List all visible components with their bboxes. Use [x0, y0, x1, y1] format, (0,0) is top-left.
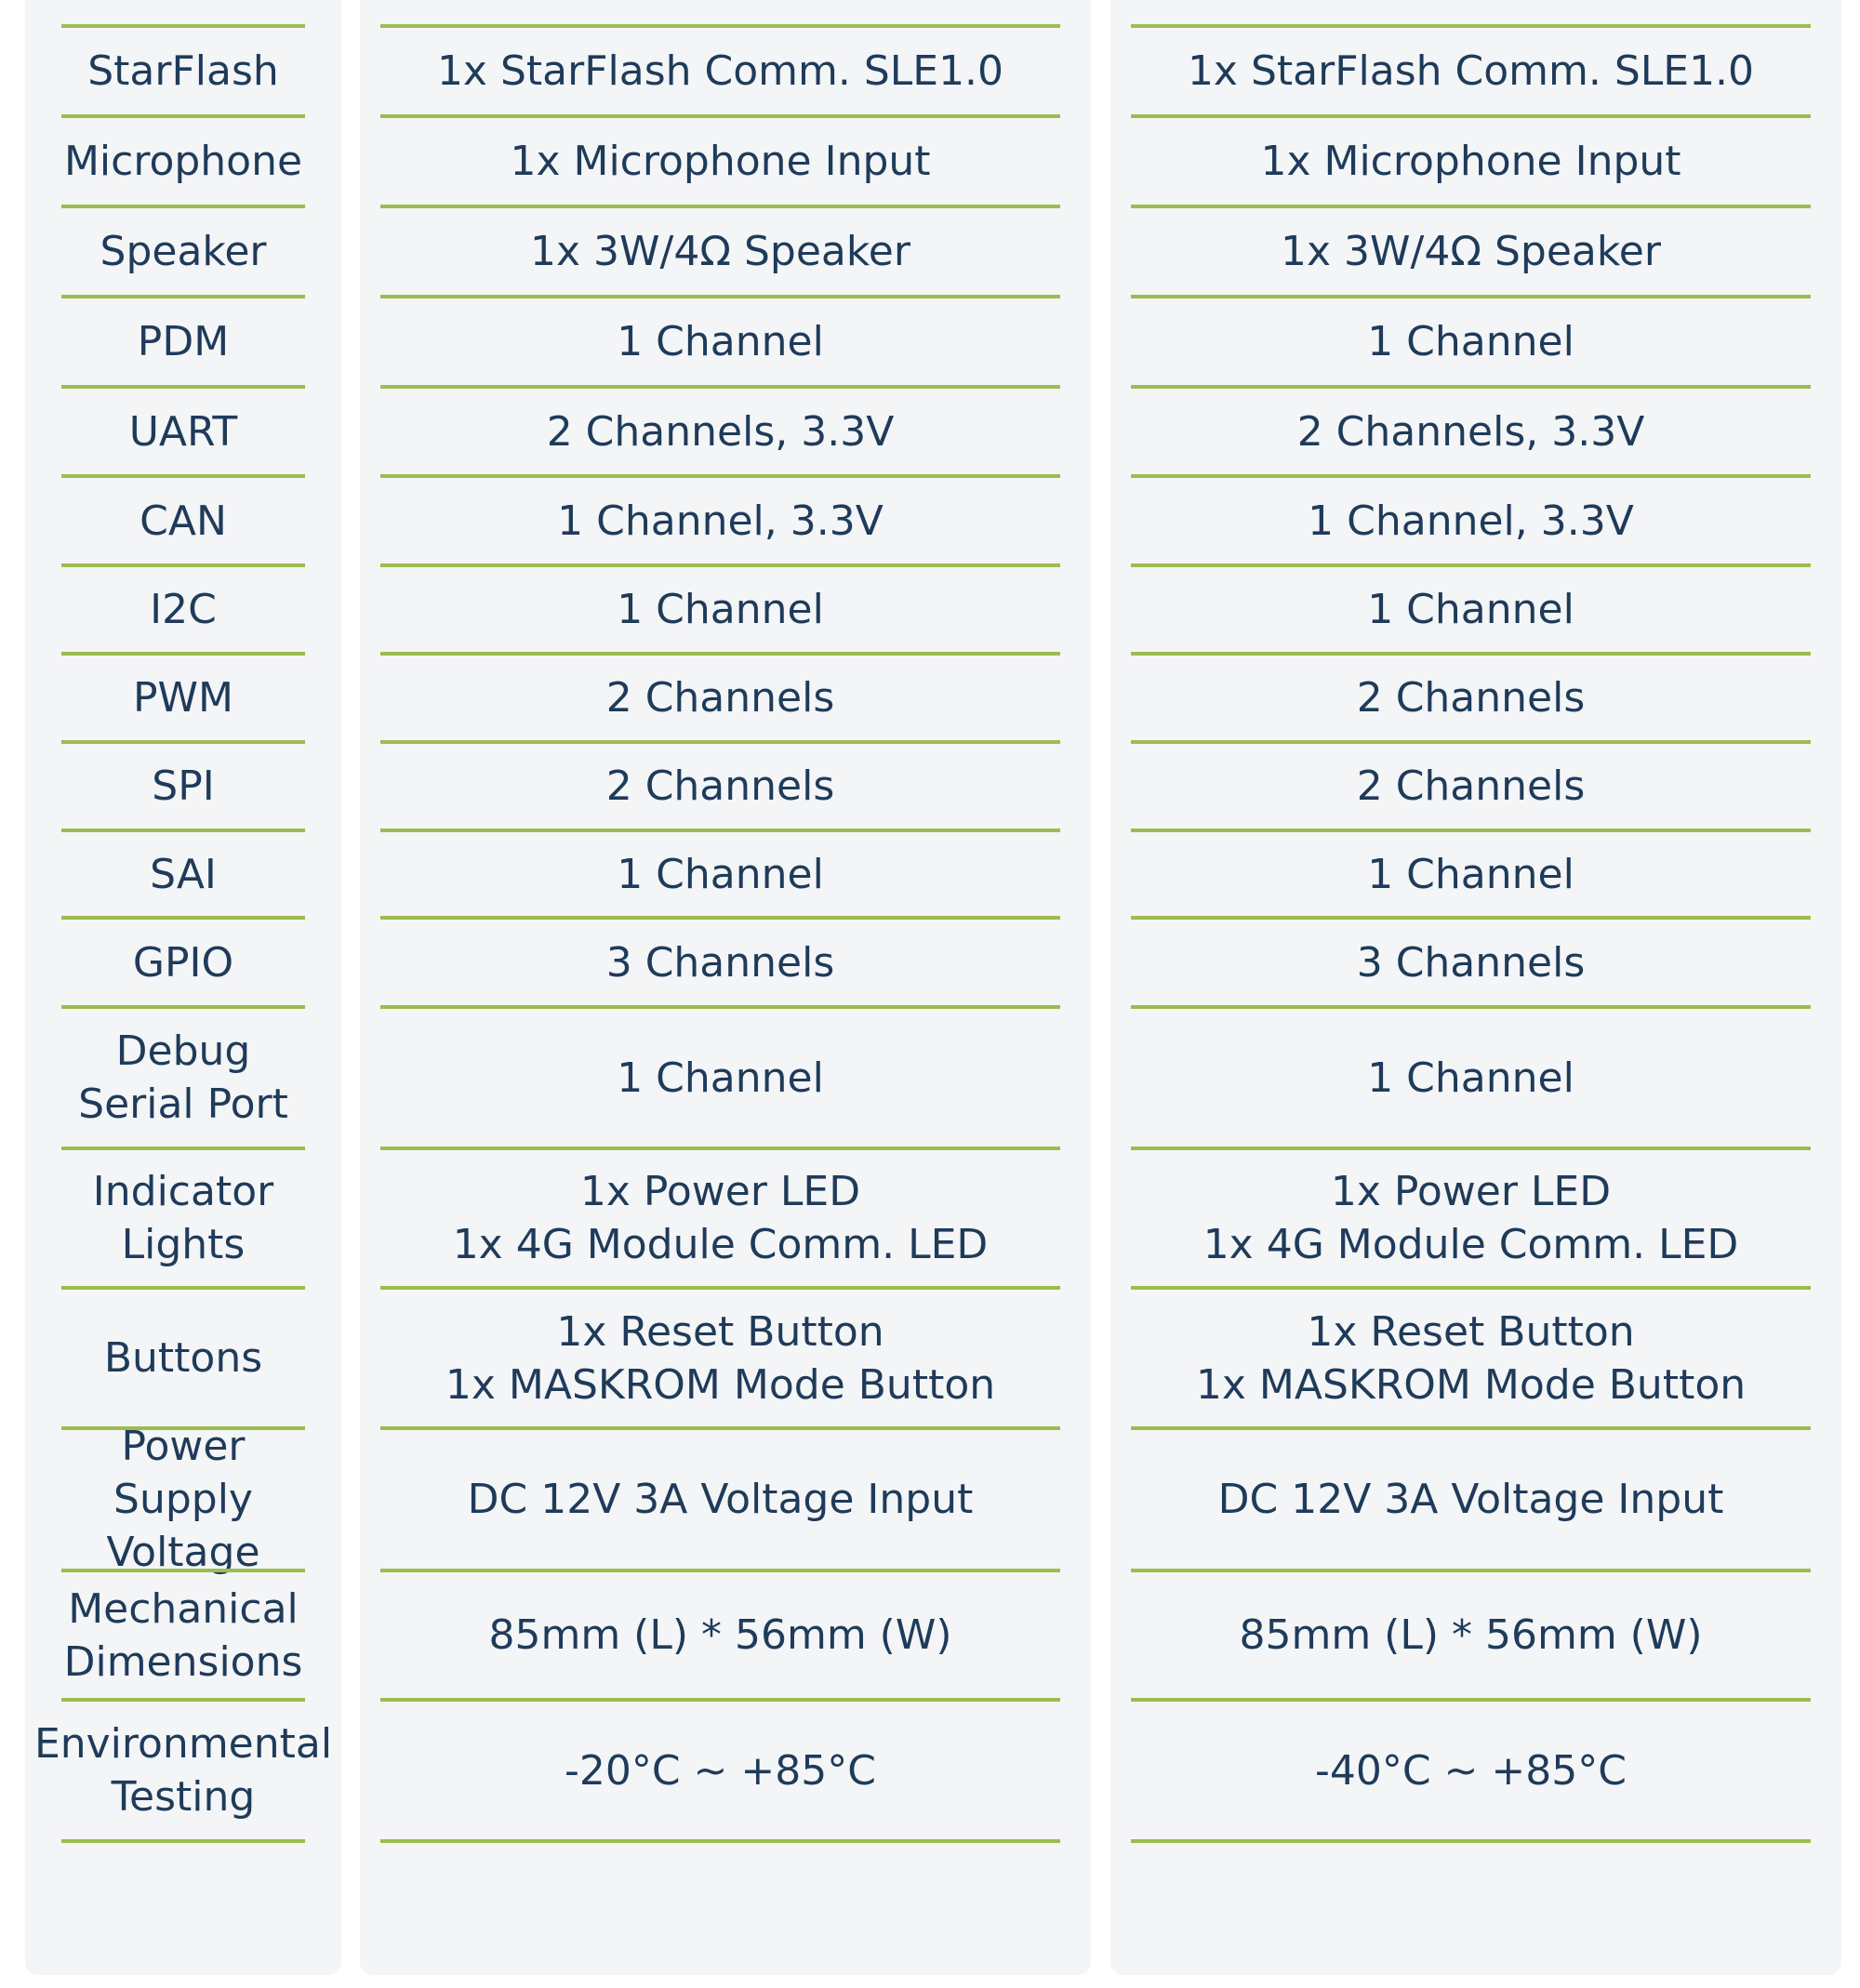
spec-value-b-row-16: [1131, 1569, 1811, 1702]
spec-value-a-text: [510, 135, 930, 188]
spec-label-row-10: [61, 828, 305, 920]
spec-label-row-8: [61, 652, 305, 744]
spec-value-b-line-1: 1 Channel: [1367, 586, 1574, 633]
spec-value-a-line-1: 2 Channels: [605, 674, 835, 722]
spec-value-a-text: [445, 1305, 995, 1411]
spec-value-b-text: [1308, 495, 1634, 548]
spec-value-a-text: [617, 315, 824, 368]
spec-value-b-line-1: -40°C ~ +85°C: [1314, 1746, 1627, 1795]
spec-value-a-line-1: 1 Channel: [617, 318, 824, 365]
spec-value-a-line-1: 85mm (L) * 56mm (W): [488, 1611, 952, 1659]
spec-label-line-1: SAI: [150, 850, 217, 898]
spec-value-a-line-1: 1x Power LED: [579, 1168, 861, 1215]
spec-label-text: [104, 1332, 262, 1385]
spec-label-line-1: Speaker: [100, 228, 267, 275]
spec-value-b-row-7: [1131, 563, 1811, 656]
spec-label-line-1: UART: [128, 407, 238, 456]
spec-value-a-line-1: 1 Channel: [617, 1054, 824, 1102]
spec-column-a: [360, 0, 1091, 1975]
spec-label-line-1: PWM: [132, 674, 233, 722]
spec-value-a-text: [488, 1609, 951, 1662]
spec-value-b-row-4: [1131, 295, 1811, 389]
spec-label-line-1: PDM: [137, 318, 230, 365]
spec-value-a-line-1: 1 Channel: [617, 586, 824, 633]
spec-value-a-text: [468, 1473, 974, 1526]
spec-value-b-line-1: 2 Channels: [1356, 762, 1586, 810]
spec-value-a-text: [617, 583, 824, 636]
spec-value-a-line-1: 3 Channels: [605, 938, 835, 987]
spec-value-b-line-1: 1 Channel: [1367, 318, 1574, 365]
spec-value-a-line-1: DC 12V 3A Voltage Input: [467, 1476, 974, 1523]
spec-value-b-row-3: [1131, 205, 1811, 298]
spec-value-a-line-1: 1 Channel: [617, 850, 824, 898]
spec-label-text: [140, 495, 227, 548]
spec-label-line-2: Testing: [111, 1773, 256, 1821]
spec-label-row-1: [61, 24, 305, 118]
spec-value-a-line-1: 2 Channels: [605, 762, 835, 810]
spec-value-a-row-9: [380, 740, 1060, 832]
spec-value-a-line-2: 1x 4G Module Comm. LED: [452, 1221, 989, 1268]
spec-label-text: [133, 936, 233, 989]
spec-value-a-line-1: -20°C ~ +85°C: [564, 1746, 876, 1795]
spec-value-a-text: [453, 1165, 989, 1271]
spec-value-b-text: [1367, 848, 1574, 901]
spec-value-b-text: [1281, 225, 1661, 278]
spec-label-line-1: GPIO: [132, 938, 234, 987]
spec-value-b-text: [1357, 760, 1586, 813]
spec-value-b-text: [1367, 583, 1574, 636]
spec-label-row-3: [61, 205, 305, 298]
spec-label-text: [129, 405, 238, 458]
spec-value-b-line-2: 1x MASKROM Mode Button: [1195, 1360, 1747, 1409]
spec-value-a-row-1: [380, 24, 1060, 118]
spec-label-column: [25, 0, 341, 1975]
spec-value-b-row-15: [1131, 1426, 1811, 1572]
spec-value-a-line-1: 1x StarFlash Comm. SLE1.0: [436, 47, 1004, 95]
spec-label-text: [133, 671, 233, 724]
spec-label-line-2: Dimensions: [63, 1637, 303, 1686]
spec-value-a-row-5: [380, 385, 1060, 478]
spec-value-b-row-13: [1131, 1146, 1811, 1290]
spec-label-text: [78, 1025, 288, 1131]
spec-value-a-row-4: [380, 295, 1060, 389]
spec-value-a-row-13: [380, 1146, 1060, 1290]
spec-label-line-1: Microphone: [63, 138, 303, 185]
spec-value-b-text: [1367, 1052, 1574, 1105]
spec-value-a-row-11: [380, 916, 1060, 1009]
spec-value-b-row-8: [1131, 652, 1811, 744]
spec-label-row-11: [61, 916, 305, 1009]
spec-label-row-16: [61, 1569, 305, 1702]
spec-value-b-row-10: [1131, 828, 1811, 920]
spec-value-b-line-1: DC 12V 3A Voltage Input: [1217, 1476, 1724, 1523]
spec-value-b-text: [1260, 135, 1681, 188]
spec-value-a-text: [437, 45, 1003, 98]
spec-label-line-1: StarFlash: [87, 47, 279, 95]
spec-value-a-text: [606, 671, 835, 724]
spec-value-b-text: [1239, 1609, 1702, 1662]
spec-value-a-text: [565, 1744, 876, 1797]
spec-label-row-2: [61, 114, 305, 208]
spec-value-a-row-10: [380, 828, 1060, 920]
spec-label-text: [34, 1717, 332, 1823]
spec-value-a-row-14: [380, 1286, 1060, 1430]
spec-label-text: [93, 1165, 273, 1271]
spec-value-a-row-6: [380, 474, 1060, 567]
spec-value-a-line-1: 1x 3W/4Ω Speaker: [530, 228, 910, 275]
spec-value-a-row-16: [380, 1569, 1060, 1702]
spec-label-text: [100, 225, 267, 278]
spec-label-line-1: Debug: [115, 1027, 251, 1075]
spec-label-text: [150, 848, 217, 901]
spec-value-b-text: [1297, 405, 1645, 458]
spec-value-a-row-7: [380, 563, 1060, 656]
spec-value-b-row-6: [1131, 474, 1811, 567]
spec-value-a-row-12: [380, 1005, 1060, 1150]
spec-label-line-1: I2C: [150, 586, 217, 633]
spec-value-b-row-9: [1131, 740, 1811, 832]
spec-value-b-row-1: [1131, 24, 1811, 118]
spec-value-b-text: [1196, 1305, 1746, 1411]
spec-value-b-row-12: [1131, 1005, 1811, 1150]
spec-value-a-row-2: [380, 114, 1060, 208]
spec-value-b-text: [1315, 1744, 1627, 1797]
spec-label-row-12: [61, 1005, 305, 1150]
spec-label-row-14: [61, 1286, 305, 1430]
spec-label-row-13: [61, 1146, 305, 1290]
spec-value-b-text: [1188, 45, 1754, 98]
spec-value-a-text: [557, 495, 884, 548]
spec-value-a-line-2: 1x MASKROM Mode Button: [445, 1360, 996, 1409]
spec-value-a-text: [606, 936, 835, 989]
spec-label-text: [61, 1420, 305, 1579]
spec-label-row-4: [61, 295, 305, 389]
spec-value-a-line-1: 1x Microphone Input: [510, 138, 931, 185]
spec-value-b-row-2: [1131, 114, 1811, 208]
spec-value-b-line-1: 85mm (L) * 56mm (W): [1239, 1611, 1703, 1659]
spec-label-row-15: [61, 1423, 305, 1576]
spec-value-a-row-17: [380, 1698, 1060, 1843]
spec-label-row-5: [61, 385, 305, 478]
spec-label-text: [64, 135, 302, 188]
spec-value-b-line-1: 1x 3W/4Ω Speaker: [1281, 228, 1661, 275]
spec-value-a-line-1: 2 Channels, 3.3V: [546, 407, 895, 456]
spec-column-b: [1110, 0, 1841, 1975]
spec-value-b-row-14: [1131, 1286, 1811, 1430]
spec-value-a-line-1: 1x Reset Button: [556, 1307, 884, 1356]
spec-value-b-text: [1203, 1165, 1739, 1271]
spec-value-a-text: [530, 225, 910, 278]
spec-label-line-1: CAN: [140, 497, 227, 545]
spec-label-line-2: Supply Voltage: [106, 1476, 260, 1576]
spec-value-b-line-2: 1x 4G Module Comm. LED: [1202, 1221, 1739, 1268]
spec-value-b-line-1: 3 Channels: [1356, 938, 1586, 987]
spec-label-text: [64, 1583, 303, 1689]
spec-value-b-row-17: [1131, 1698, 1811, 1843]
spec-label-line-1: Power: [121, 1423, 246, 1470]
spec-value-b-text: [1218, 1473, 1724, 1526]
spec-label-row-6: [61, 474, 305, 567]
spec-label-text: [150, 583, 217, 636]
spec-label-line-1: Buttons: [103, 1334, 263, 1382]
spec-value-b-line-1: 1 Channel, 3.3V: [1308, 497, 1634, 545]
spec-label-line-2: Lights: [121, 1221, 246, 1268]
spec-value-a-text: [617, 1052, 824, 1105]
spec-value-b-text: [1367, 315, 1574, 368]
spec-label-row-17: [33, 1698, 333, 1843]
spec-value-a-text: [547, 405, 895, 458]
spec-value-b-line-1: 1 Channel: [1367, 850, 1574, 898]
spec-value-b-row-5: [1131, 385, 1811, 478]
spec-value-b-line-1: 2 Channels: [1356, 674, 1586, 722]
spec-value-b-line-1: 1x Reset Button: [1307, 1307, 1635, 1356]
spec-value-a-row-15: [380, 1426, 1060, 1572]
spec-value-b-text: [1357, 671, 1586, 724]
spec-label-text: [87, 45, 279, 98]
spec-label-row-9: [61, 740, 305, 832]
spec-value-a-text: [617, 848, 824, 901]
spec-value-b-row-11: [1131, 916, 1811, 1009]
spec-value-b-line-1: 1x Microphone Input: [1260, 138, 1681, 185]
spec-value-a-row-8: [380, 652, 1060, 744]
spec-value-b-line-1: 2 Channels, 3.3V: [1296, 407, 1645, 456]
spec-value-b-text: [1357, 936, 1586, 989]
spec-value-b-line-1: 1x Power LED: [1330, 1168, 1612, 1215]
spec-value-a-line-1: 1 Channel, 3.3V: [557, 497, 884, 545]
spec-value-a-text: [606, 760, 835, 813]
spec-value-b-line-1: 1 Channel: [1367, 1054, 1574, 1102]
spec-label-line-1: SPI: [152, 762, 215, 810]
spec-label-line-1: Mechanical: [68, 1584, 299, 1633]
spec-label-text: [152, 760, 214, 813]
spec-label-text: [138, 315, 229, 368]
spec-value-b-line-1: 1x StarFlash Comm. SLE1.0: [1187, 47, 1755, 95]
spec-value-a-row-3: [380, 205, 1060, 298]
spec-label-line-1: Indicator: [92, 1168, 274, 1215]
spec-label-row-7: [61, 563, 305, 656]
spec-label-line-2: Serial Port: [78, 1080, 288, 1128]
spec-label-line-1: Environmental: [33, 1720, 333, 1768]
